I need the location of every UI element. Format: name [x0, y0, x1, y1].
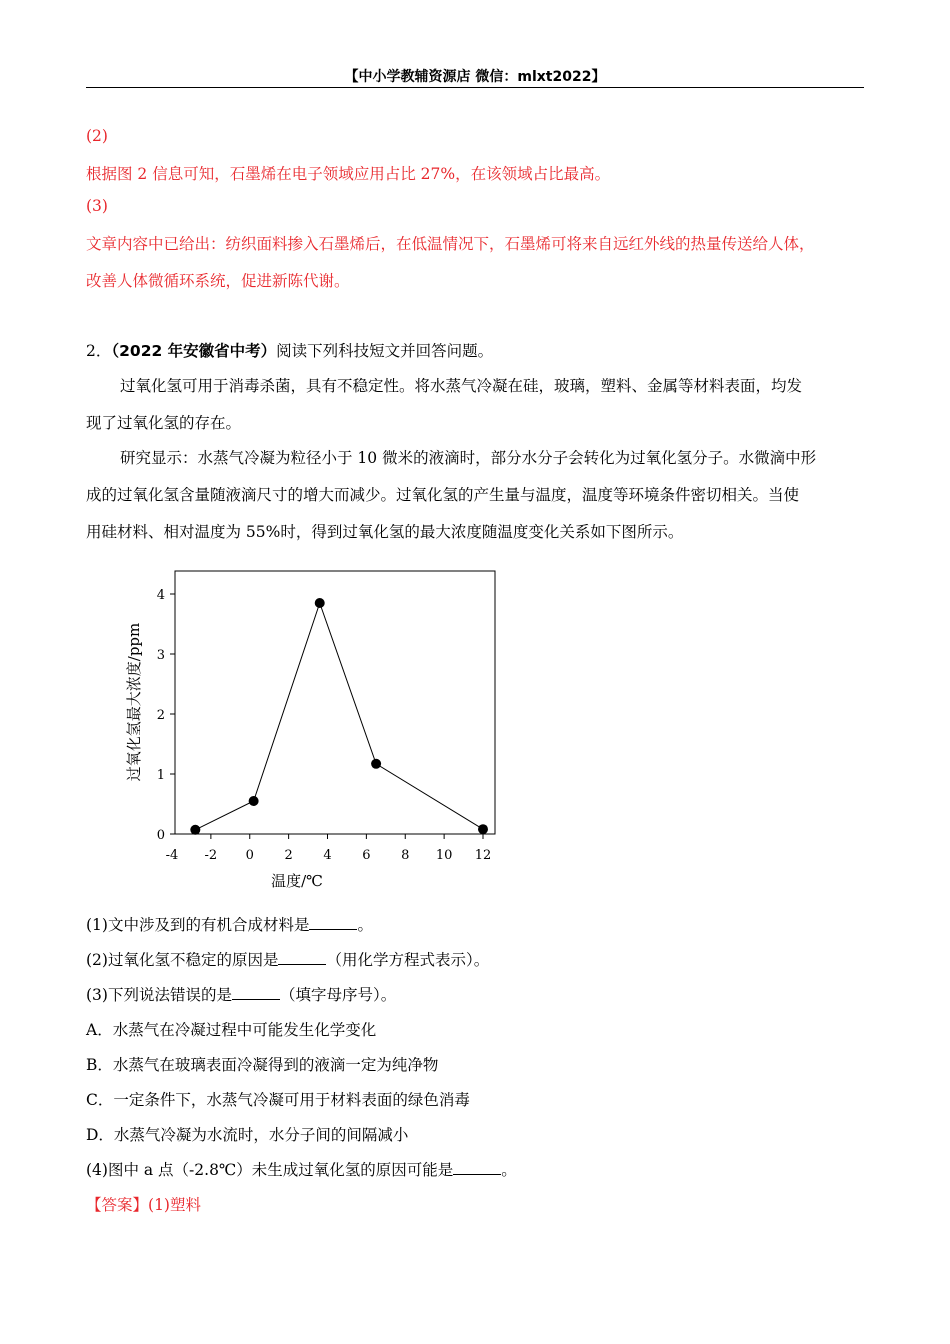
answer-blank-1[interactable]: [309, 915, 357, 930]
data-point: [315, 598, 325, 608]
option-a: A．水蒸气在冷凝过程中可能发生化学变化: [86, 1021, 377, 1039]
answer-text: (1)塑料: [148, 1196, 201, 1214]
x-tick-label: 12: [474, 848, 492, 863]
answer-line: [86, 1193, 201, 1215]
question-source: （2022 年安徽省中考）: [111, 342, 277, 360]
x-tick-label: -2: [204, 848, 218, 863]
question-1: [86, 913, 373, 935]
question-heading: [86, 339, 493, 361]
question-1-end: 。: [357, 916, 373, 934]
question-number: 2．: [86, 342, 112, 360]
data-point: [190, 825, 200, 835]
question-intro: 阅读下列科技短文并回答问题。: [276, 342, 494, 360]
answer-label: 【答案】: [86, 1196, 149, 1214]
page-header: 【中小学教辅资源店 微信：mlxt2022】: [344, 69, 606, 85]
answer-part-2-text: 根据图 2 信息可知，石墨烯在电子领域应用占比 27%，在该领域占比最高。: [86, 165, 611, 183]
x-tick-label: 6: [362, 848, 371, 863]
series-line: [195, 603, 483, 830]
question-2: [86, 948, 489, 970]
question-1-text: (1)文中涉及到的有机合成材料是: [86, 916, 310, 934]
y-axis-label: 过氧化氢最大浓度/ppm: [125, 622, 143, 782]
question-2-end: （用化学方程式表示）。: [326, 951, 490, 969]
y-tick-label: 0: [156, 828, 165, 843]
plot-frame: [175, 571, 495, 834]
question-4-end: 。: [501, 1161, 517, 1179]
y-tick-label: 3: [156, 648, 165, 663]
paragraph-2-line2: 成的过氧化氢含量随液滴尺寸的增大而减少。过氧化氢的产生量与温度，温度等环境条件密切相关。当使: [86, 486, 800, 504]
option-b: B．水蒸气在玻璃表面冷凝得到的液滴一定为纯净物: [86, 1056, 439, 1074]
question-2-text: (2)过氧化氢不稳定的原因是: [86, 951, 279, 969]
x-tick-label: 8: [401, 848, 410, 863]
option-d: D．水蒸气冷凝为水流时，水分子间的间隔减小: [86, 1126, 409, 1144]
answer-blank-4[interactable]: [453, 1160, 501, 1175]
paragraph-2-line3: 用硅材料、相对温度为 55%时，得到过氧化氢的最大浓度随温度变化关系如下图所示。: [86, 523, 684, 541]
question-3-end: （填字母序号）。: [279, 986, 397, 1004]
x-tick-label: 10: [435, 848, 453, 863]
paragraph-1-line1: 过氧化氢可用于消毒杀菌，具有不稳定性。将水蒸气冷凝在硅，玻璃，塑料、金属等材料表面，均发: [120, 377, 803, 395]
data-point: [249, 796, 259, 806]
y-axis-ticks: [157, 588, 175, 843]
x-tick-label: -4: [165, 848, 179, 863]
x-tick-label: 2: [284, 848, 293, 863]
x-axis-ticks: [166, 834, 492, 863]
answer-blank-3[interactable]: [232, 985, 280, 1000]
option-c: C．一定条件下，水蒸气冷凝可用于材料表面的绿色消毒: [86, 1091, 470, 1109]
answer-part-2-label: (2): [86, 127, 108, 145]
data-points: [190, 598, 488, 835]
question-4-text: (4)图中 a 点（-2.8℃）未生成过氧化氢的原因可能是: [86, 1161, 454, 1179]
answer-part-3-text-line2: 改善人体微循环系统，促进新陈代谢。: [86, 272, 350, 290]
paragraph-2-line1: 研究显示：水蒸气冷凝为粒径小于 10 微米的液滴时，部分水分子会转化为过氧化氢分子。水微滴中形: [120, 449, 817, 467]
answer-blank-2[interactable]: [278, 950, 326, 965]
question-3: [86, 983, 396, 1005]
x-axis-label: 温度/℃: [271, 872, 323, 890]
answer-part-3-label: (3): [86, 197, 108, 215]
y-tick-label: 4: [156, 588, 165, 603]
answer-part-3-text-line1: 文章内容中已给出：纺织面料掺入石墨烯后，在低温情况下，石墨烯可将来自远红外线的热量传送给人体，: [86, 235, 815, 253]
paragraph-1-line2: 现了过氧化氢的存在。: [86, 414, 242, 432]
data-point: [371, 759, 381, 769]
question-3-text: (3)下列说法错误的是: [86, 986, 232, 1004]
x-tick-label: 4: [323, 848, 332, 863]
y-tick-label: 2: [156, 708, 165, 723]
concentration-chart: [110, 560, 510, 895]
y-tick-label: 1: [156, 768, 165, 783]
data-point: [478, 824, 488, 834]
x-tick-label: 0: [245, 848, 254, 863]
header-divider: [86, 87, 864, 88]
question-4: [86, 1158, 517, 1180]
